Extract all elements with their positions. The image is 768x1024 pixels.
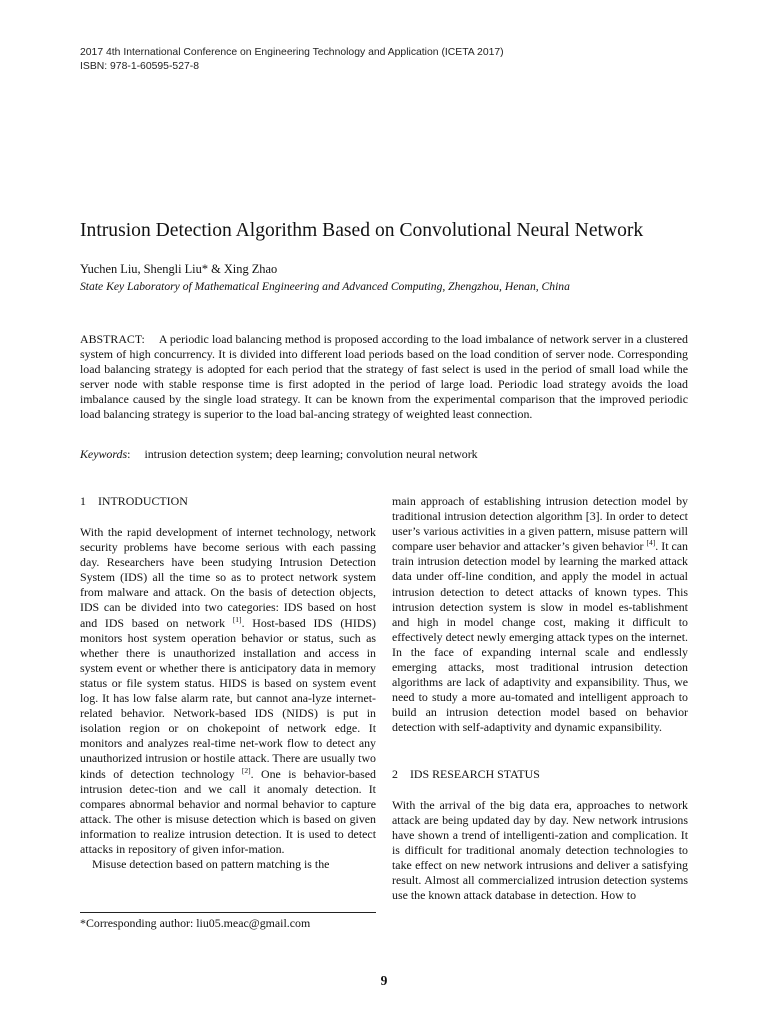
section-title: IDS RESEARCH STATUS [409,766,540,781]
abstract [80,332,688,422]
isbn: ISBN: 978-1-60595-527-8 [80,60,199,72]
left-column [80,494,376,872]
keywords [80,447,478,462]
author-list: Yuchen Liu, Shengli Liu* & Xing Zhao [80,262,278,276]
section-title: INTRODUCTION [97,494,188,508]
section-number: 1 [80,494,86,508]
paragraph: Misuse detection based on pattern matching is the [92,857,330,872]
abstract-text: A periodic load balancing method is proposed according to the load imbalance of network server in a clustered system of high concurrency. It is divided into different load periods based on the load condition of server node. Corresponding load balancing strategy is adopted for each period that the strategy of fast select is used in the period of small load while the server node with stable response time is first adopted in the period of large load. Periodic load strategy avoids the load imbalance caused by the single load strategy. It can be known from the experimental comparison that the improved periodic load balancing strategy is superior to the load bal-ancing strategy of weighted least connection. [80,332,688,422]
paragraph: With the rapid development of internet technology, network security problems have become serious with each passing day. Researchers have been studying Intrusion Detection System (IDS) all the time so as to protect network system from malware and attack. On the basis of detection objects, IDS can be divided into two categories: IDS based on host and IDS based on network [1]. Host-based IDS (HIDS) monitors host system operation behavior or status, such as whether there is unauthorized installation and access in system event or whether there is anticipatory data in memory status or file system status. HIDS is based on system event log. It has low false alarm rate, but cannot ana-lyze internet-related behavior. Network-based IDS (NIDS) is put in isolation region or on chokepoint of network edge. It monitors and analyzes real-time net-work flow to detect any unauthorized intrusion or hostile attack. There are usually two kinds of detection technology [2]. One is behavior-based intrusion detec-tion and we call it anomaly detection. It compares abnormal behavior and normal behavior to capture attack. The other is misuse detection which is based on given information to realize intrusion detection. It is used to detect attacks in repository of given infor-mation. [80,525,376,856]
author-affiliation: State Key Laboratory of Mathematical Engineering and Advanced Computing, Zhengzhou, Henan, China [80,280,570,293]
page-number: 9 [380,973,388,988]
section-number: 2 [392,766,398,781]
keywords-text: intrusion detection system; deep learning; convolution neural network [144,447,478,461]
right-column [392,494,688,903]
section-heading-introduction [80,494,376,509]
conference-name: 2017 4th International Conference on Engineering Technology and Application (ICETA 2017) [80,47,504,58]
paragraph: With the arrival of the big data era, approaches to network attack are being updated day by day. New network intrusions have shown a trend of intelligenti-zation and complication. It is difficult for traditional anomaly detection technologies to take effect on new network intrusions and deliver a satisfying result. Almost all commercialized intrusion detection systems use the known attack database in detection. How to [392,797,688,903]
section-heading-ids-research-status [392,767,688,782]
citation[interactable]: [1] [232,614,242,624]
keywords-label: Keywords [80,447,128,461]
footnote-divider [80,912,376,913]
citation[interactable]: [4] [646,538,656,548]
paragraph: main approach of establishing intrusion detection model by traditional intrusion detection algorithm [3]. In order to detect user’s various activities in a given pattern, misuse pattern will compare user behavior and attacker’s given behavior [4]. It can train intrusion detection model by learning the marked attack data under off-line condition, and apply the model in actual intrusion detection to detect attacks of known types. This intrusion detection system is slow in model es-tablishment and high in model change cost, making it difficult to effectively detect newly emerging attack types on the internet. In the face of expanding internal scale and endlessly emerging attacks, most traditional intrusion detection algorithms are lack of adaptivity and expansibility. Thus, we need to study a more au-tomated and intelligent approach to build an intrusion detection model based on behavior detection with self-adaptivity and dynamic expansibility. [392,494,688,735]
paper-title: Intrusion Detection Algorithm Based on Convolutional Neural Network [80,220,644,241]
conference-header [80,46,504,73]
abstract-label: ABSTRACT: [80,332,145,346]
corresponding-author-footnote: *Corresponding author: liu05.meac@gmail.com [80,916,311,930]
citation[interactable]: [2] [241,765,251,775]
keywords-colon: : [127,447,131,461]
